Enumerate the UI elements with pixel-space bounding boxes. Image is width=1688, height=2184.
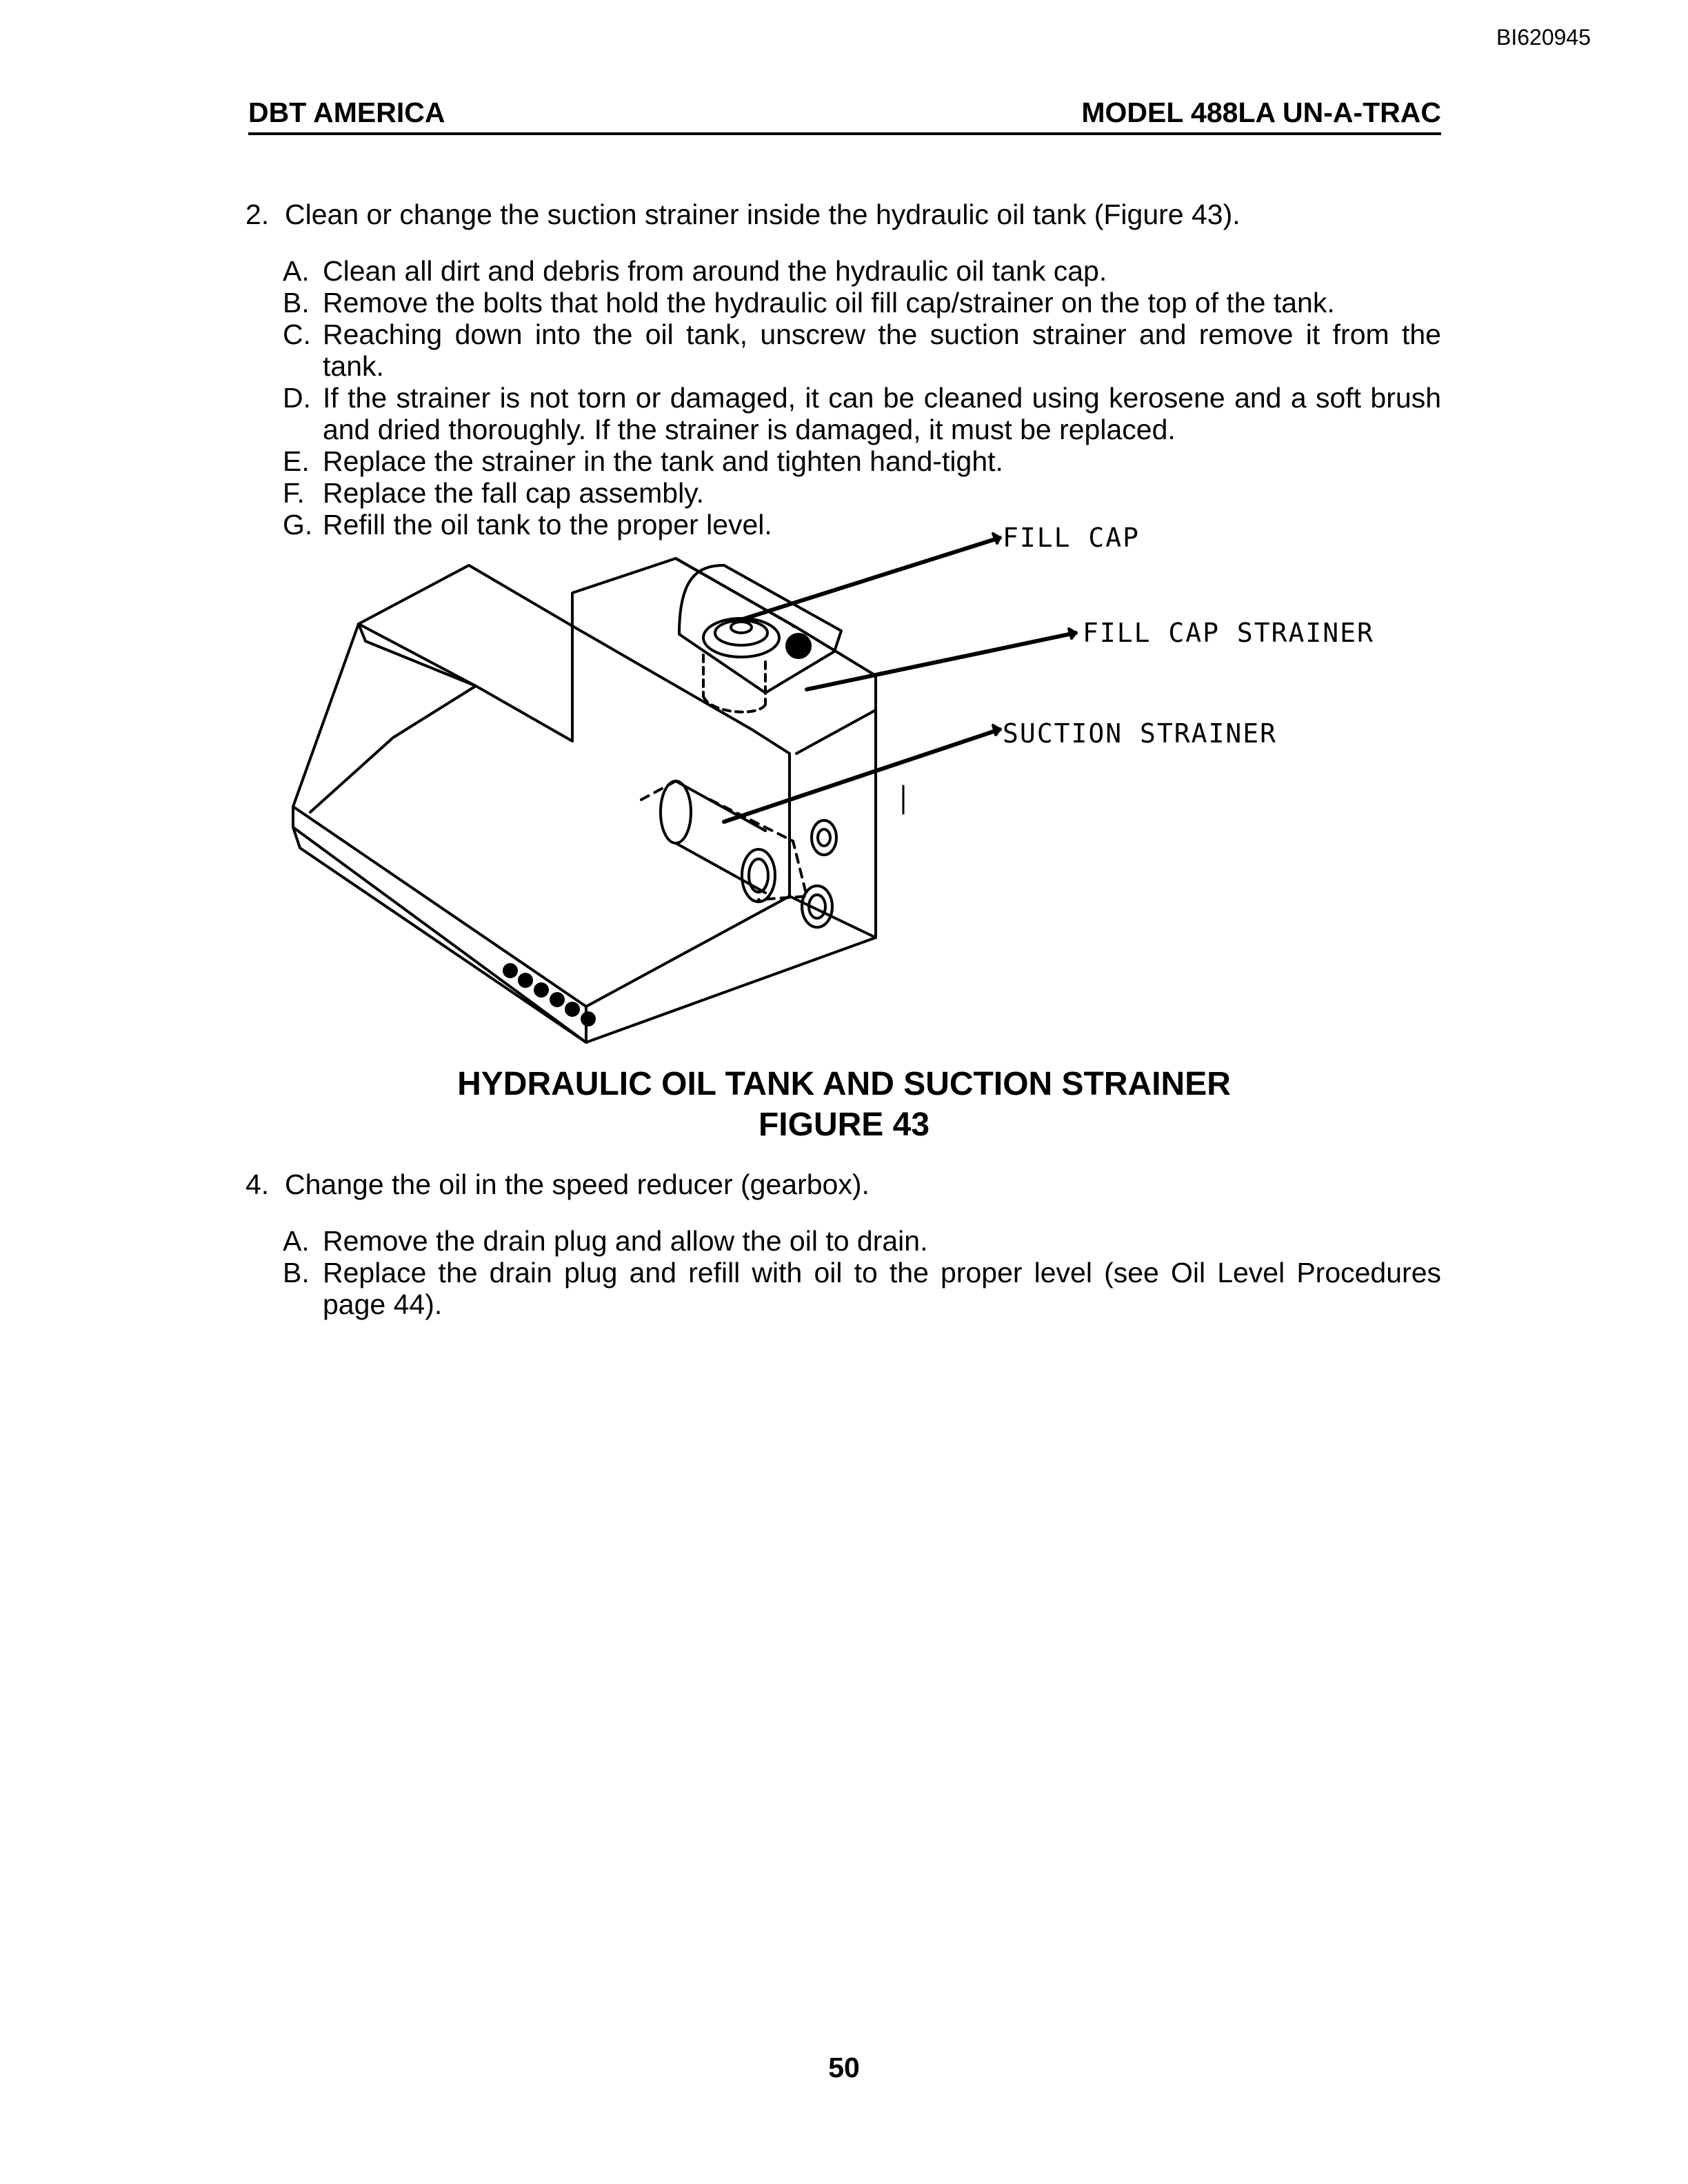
hydraulic-tank-drawing [283, 524, 1407, 1062]
substep-text: Clean all dirt and debris from around the hydraulic oil tank cap. [323, 255, 1107, 287]
substep-letter: A. [283, 1225, 310, 1257]
step-text: Clean or change the suction strainer inside the hydraulic oil tank (Figure 43). [285, 199, 1240, 230]
callout-fill-cap: FILL CAP [1003, 523, 1141, 553]
substep-a [283, 1225, 1441, 1257]
substep-text: Replace the drain plug and refill with oil to the proper level (see Oil Level Procedures page 44). [323, 1257, 1441, 1320]
substep-c [283, 318, 1441, 382]
figure-caption-title: HYDRAULIC OIL TANK AND SUCTION STRAINER [457, 1066, 1231, 1102]
step-4-substeps [283, 1225, 1441, 1320]
substep-b [283, 1257, 1441, 1320]
substep-letter: B. [283, 1257, 310, 1288]
step-number: 4. [245, 1169, 270, 1200]
substep-a [283, 255, 1441, 287]
document-id: BI620945 [1496, 25, 1591, 50]
substep-text: Remove the drain plug and allow the oil to drain. [323, 1225, 928, 1257]
callout-fill-cap-strainer: FILL CAP STRAINER [1083, 618, 1374, 648]
page-header [248, 97, 1441, 135]
substep-text: If the strainer is not torn or damaged, it can be cleaned using kerosene and a soft brush and dried thoroughly. If the strainer is damaged, it must be replaced. [323, 382, 1441, 445]
substep-text: Replace the fall cap assembly. [323, 477, 705, 509]
substep-letter: A. [283, 255, 310, 287]
header-company: DBT AMERICA [248, 97, 445, 128]
substep-letter: F. [283, 477, 305, 509]
figure-caption-number: FIGURE 43 [758, 1106, 930, 1143]
substep-e [283, 445, 1441, 477]
substep-letter: E. [283, 445, 310, 477]
substep-f [283, 477, 1441, 509]
step-text: Change the oil in the speed reducer (gearbox). [285, 1169, 870, 1200]
step-number: 2. [245, 199, 270, 230]
substep-letter: G. [283, 509, 313, 540]
step-2-substeps [283, 255, 1441, 540]
page-number: 50 [828, 2052, 860, 2083]
header-model: MODEL 488LA UN-A-TRAC [1081, 97, 1441, 128]
substep-letter: D. [283, 382, 311, 414]
substep-d [283, 382, 1441, 445]
substep-text: Refill the oil tank to the proper level. [323, 509, 772, 540]
hydraulic-tank-figure [283, 524, 1407, 1062]
substep-letter: C. [283, 318, 311, 350]
substep-text: Reaching down into the oil tank, unscrew the suction strainer and remove it from the tank. [323, 318, 1441, 382]
callout-suction-strainer: SUCTION STRAINER [1003, 718, 1278, 749]
substep-text: Remove the bolts that hold the hydraulic oil fill cap/strainer on the top of the tank. [323, 287, 1335, 318]
substep-b [283, 287, 1441, 318]
substep-letter: B. [283, 287, 310, 318]
substep-text: Replace the strainer in the tank and tighten hand-tight. [323, 445, 1003, 477]
